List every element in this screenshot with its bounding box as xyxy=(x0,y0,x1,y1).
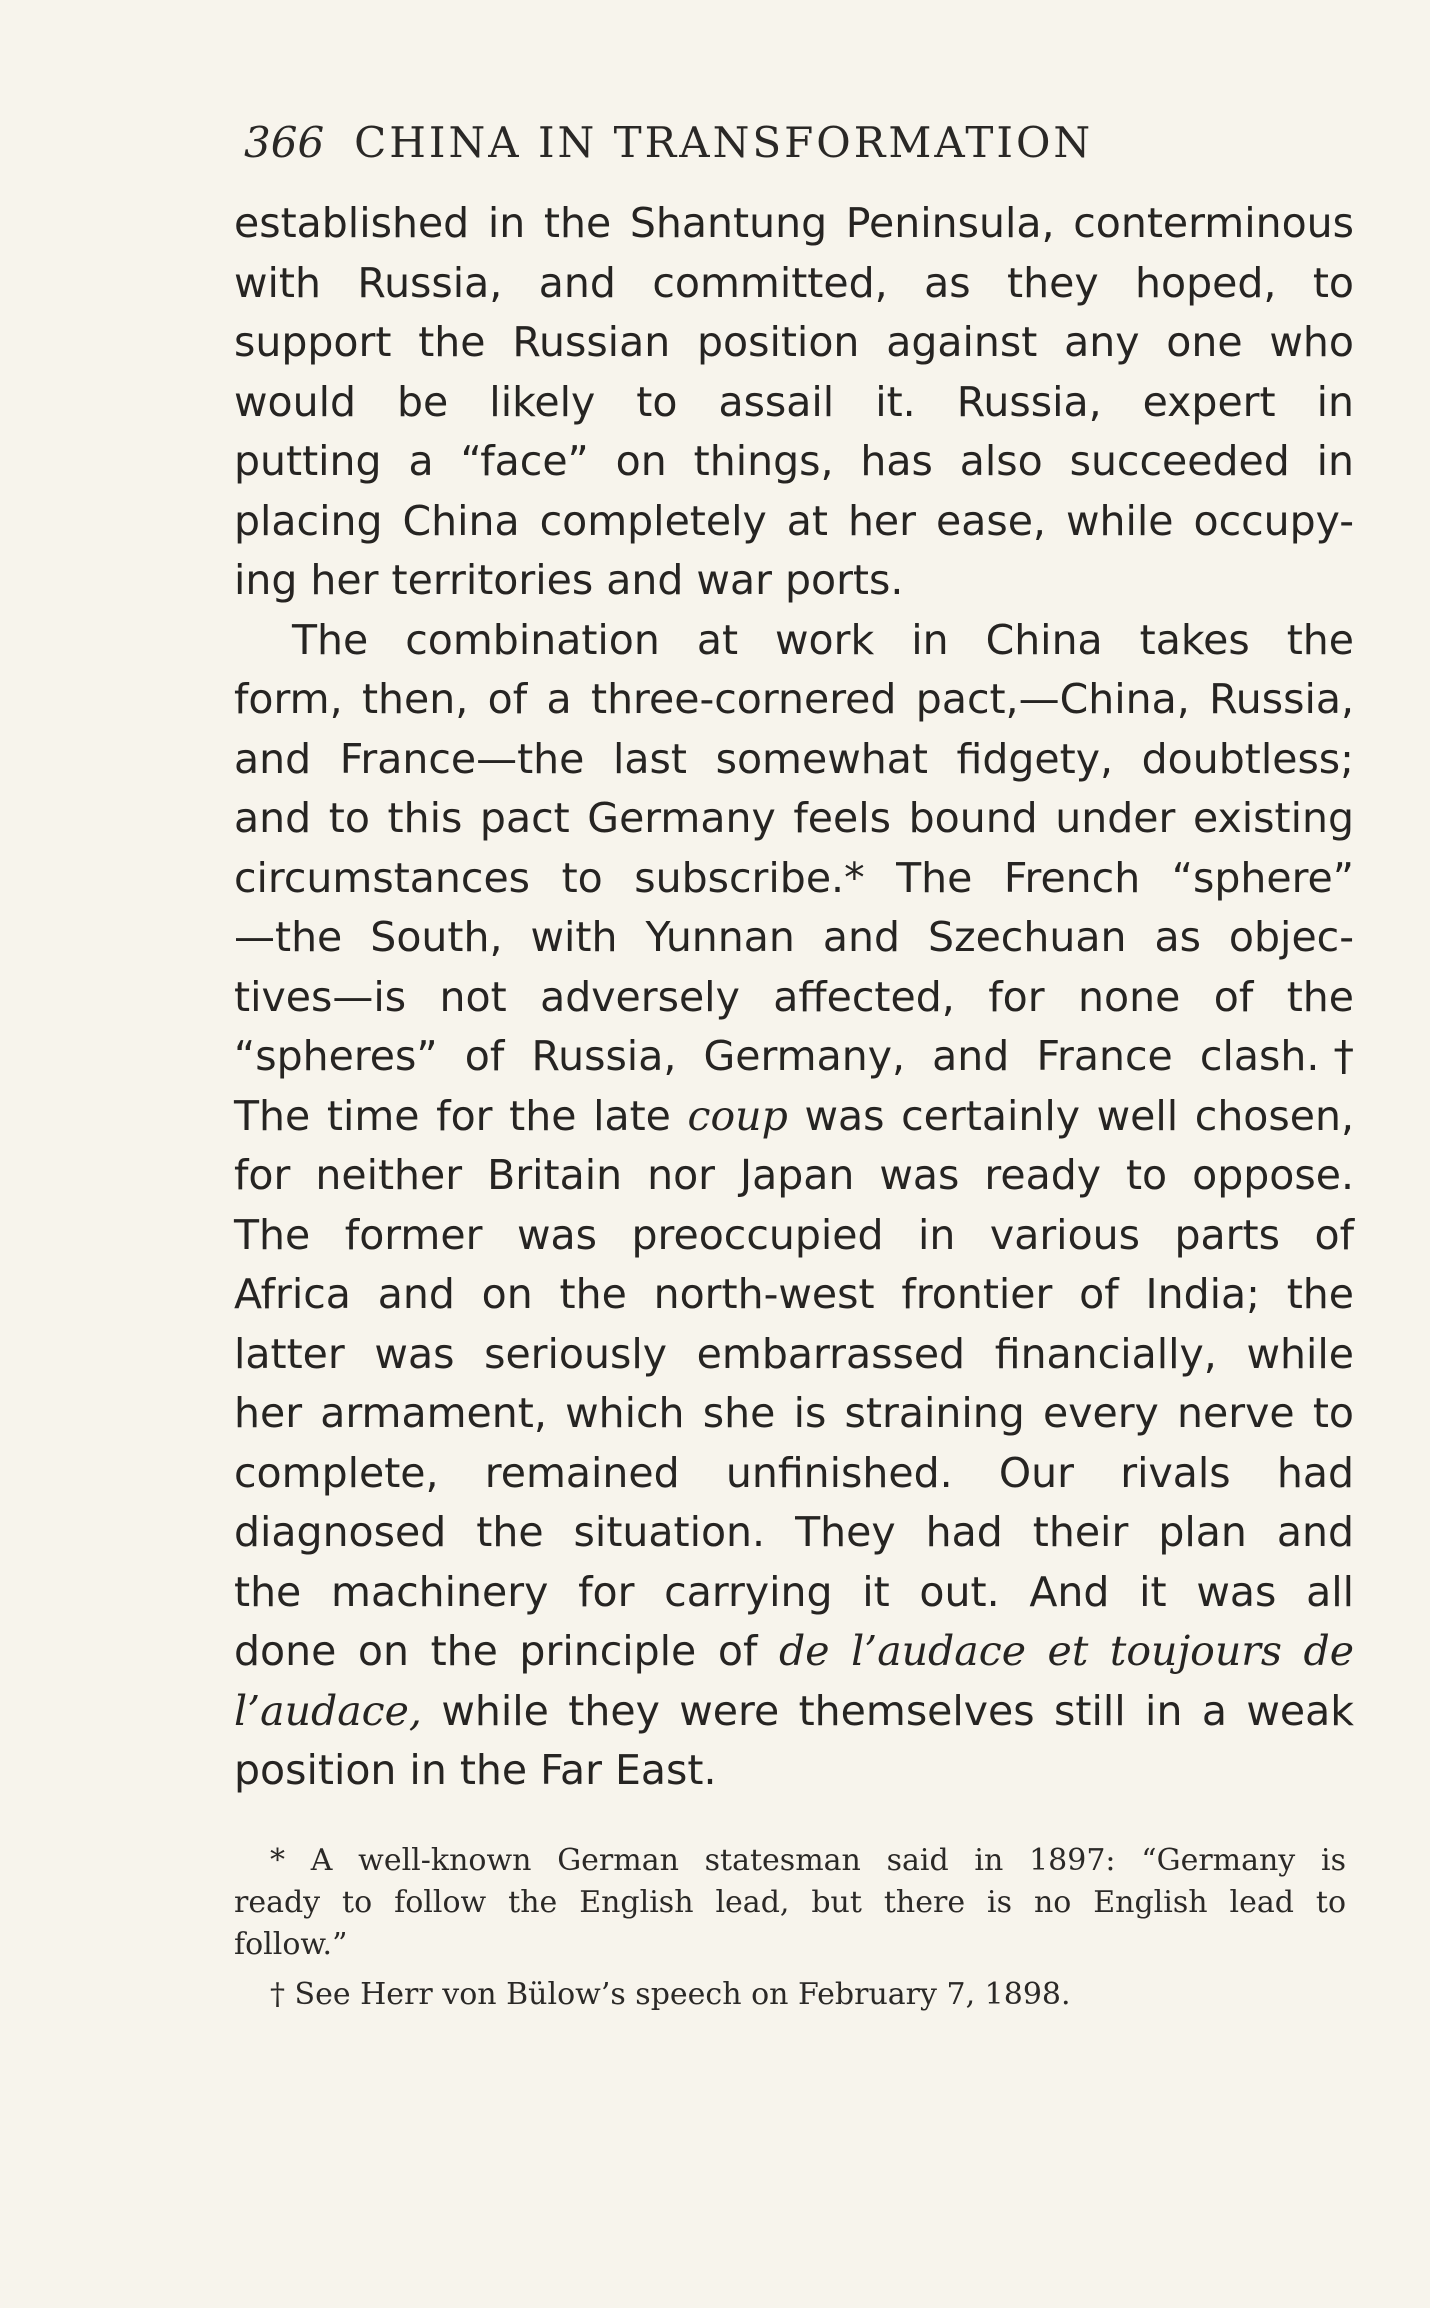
text-line xyxy=(234,1087,1354,1147)
text-line: would be likely to assail it. Russia, expert in xyxy=(234,377,1354,426)
text-line: position in the Far East. xyxy=(234,1746,717,1794)
footnotes xyxy=(234,1840,1346,2016)
running-header xyxy=(244,118,1093,167)
text-segment: was certainly well chosen, xyxy=(787,1091,1354,1140)
text-segment: while they were themselves still in a weak xyxy=(421,1686,1354,1735)
text-line xyxy=(234,1622,1354,1682)
text-line: complete, remained unfinished. Our rivals had xyxy=(234,1448,1354,1497)
text-line: “spheres” of Russia, Germany, and France clash.† xyxy=(234,1032,1354,1080)
text-line: support the Russian position against any one who xyxy=(234,318,1354,366)
text-segment: done on the principle of xyxy=(234,1627,779,1675)
text-line: diagnosed the situation. They had their plan and xyxy=(234,1508,1354,1556)
page-number: 366 xyxy=(244,118,325,167)
text-line: ing her territories and war ports. xyxy=(234,556,904,604)
text-line xyxy=(234,1682,1354,1742)
text-line: and to this pact Germany feels bound under existing xyxy=(234,794,1354,842)
text-line: placing China completely at her ease, while occupy- xyxy=(234,496,1354,545)
text-line: with Russia, and committed, as they hoped, to xyxy=(234,258,1354,307)
text-line: established in the Shantung Peninsula, conterminous xyxy=(234,199,1354,247)
italic-text: de l’audace et toujours de xyxy=(778,1627,1354,1675)
text-line: Africa and on the north-west frontier of India; the xyxy=(234,1270,1354,1318)
text-line: —the South, with Yunnan and Szechuan as objec- xyxy=(234,913,1354,961)
text-line: the machinery for carrying it out. And it was all xyxy=(234,1567,1354,1616)
running-title: CHINA IN TRANSFORMATION xyxy=(354,118,1094,167)
text-line: and France—the last somewhat fidgety, doubtless; xyxy=(234,734,1354,783)
text-line: for neither Britain nor Japan was ready to oppose. xyxy=(234,1151,1354,1199)
footnote-line: follow.” xyxy=(234,1927,348,1962)
footnote-line: † See Herr von Bülow’s speech on February 7, 1898. xyxy=(270,1977,1071,2012)
footnote-line: ready to follow the English lead, but there is no English lead to xyxy=(234,1885,1346,1920)
body-text xyxy=(234,194,1354,1801)
italic-text: coup xyxy=(687,1091,788,1140)
text-line: The former was preoccupied in various parts of xyxy=(234,1210,1354,1259)
text-line: tives—is not adversely affected, for none of the xyxy=(234,972,1354,1021)
text-line: latter was seriously embarrassed financially, while xyxy=(234,1329,1354,1378)
text-segment: The time for the late xyxy=(234,1091,688,1140)
text-line: circumstances to subscribe.* The French “sphere” xyxy=(234,853,1354,902)
footnote-line: * A well-known German statesman said in 1897: “Germany is xyxy=(270,1843,1346,1878)
footnote-spacer xyxy=(234,1966,1346,1974)
text-line: The combination at work in China takes the xyxy=(292,615,1354,664)
text-line: her armament, which she is straining every nerve to xyxy=(234,1389,1354,1437)
text-line: putting a “face” on things, has also succeeded in xyxy=(234,437,1354,485)
text-line: form, then, of a three-cornered pact,—China, Russia, xyxy=(234,675,1354,723)
italic-text: l’audace, xyxy=(234,1686,422,1735)
